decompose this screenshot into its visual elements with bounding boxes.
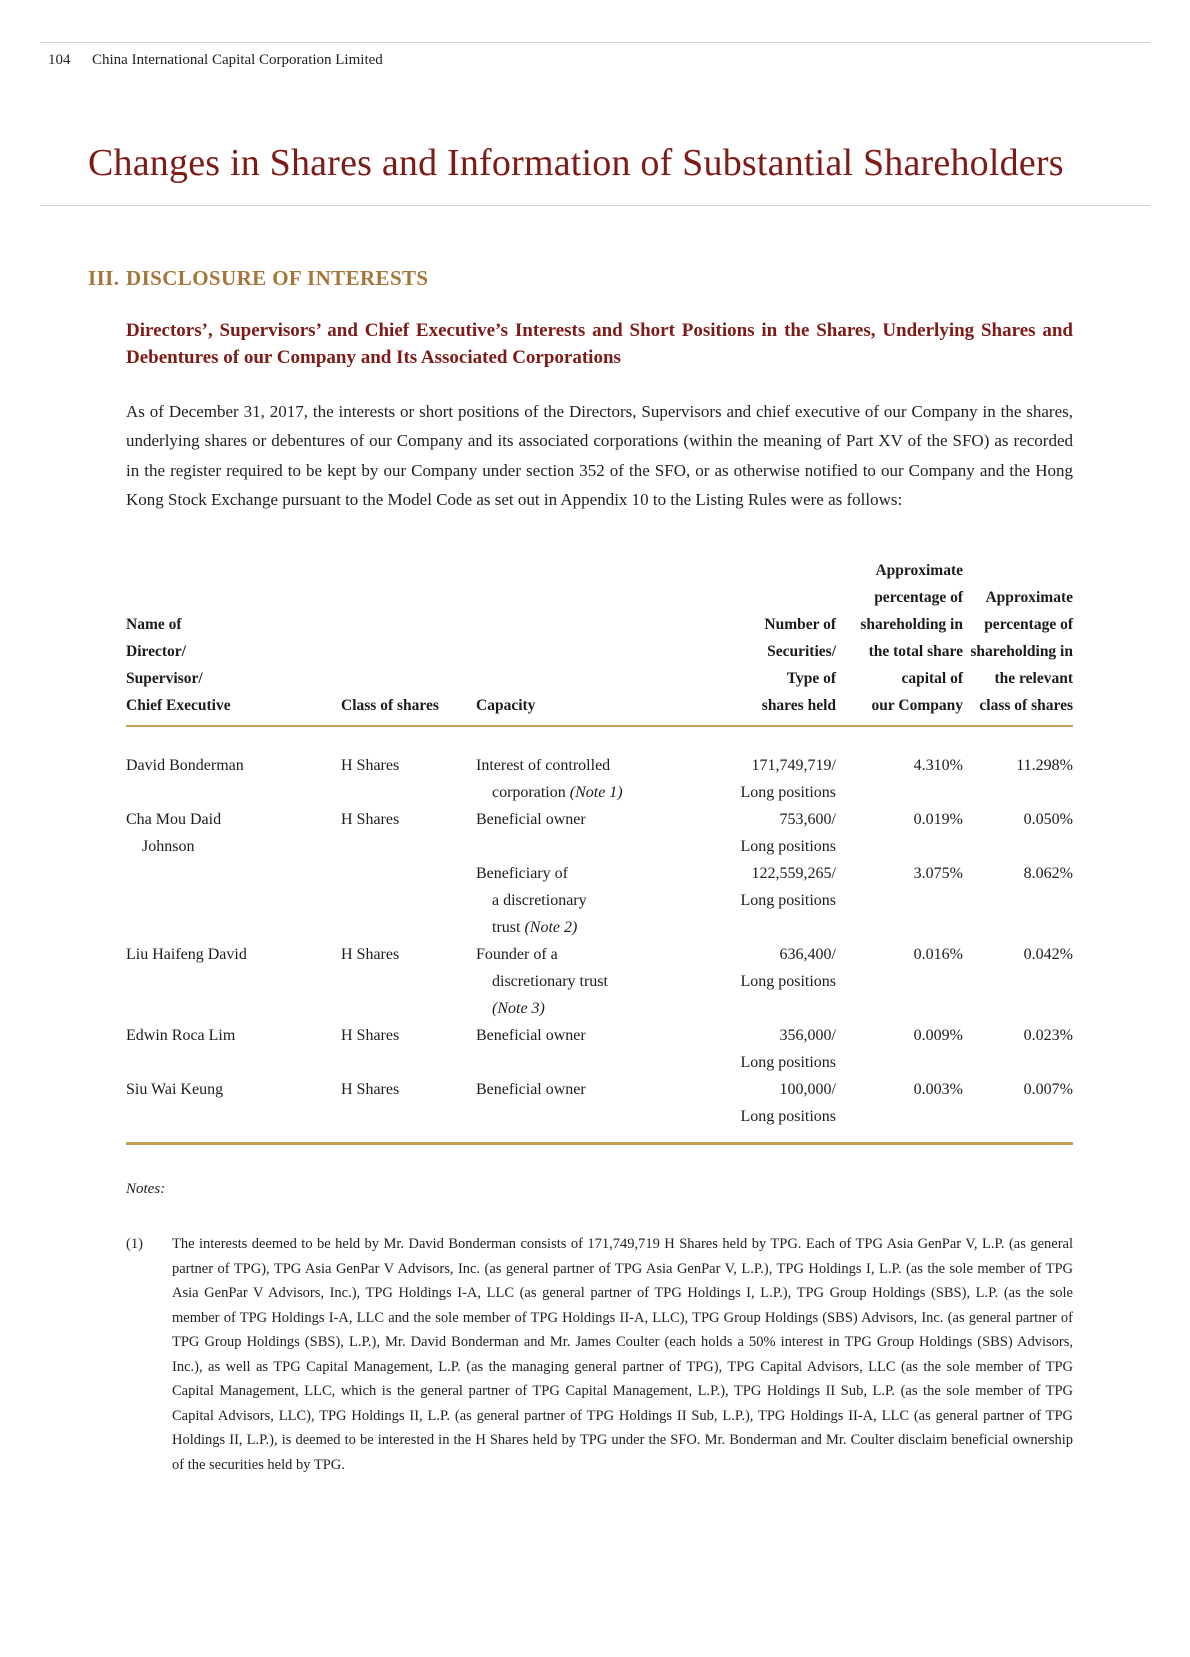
header-line: Approximate bbox=[985, 588, 1073, 606]
empty-cell bbox=[836, 779, 963, 806]
number-cell: 100,000/ bbox=[779, 1080, 836, 1098]
empty-cell bbox=[963, 1049, 1073, 1076]
notes-label: Notes: bbox=[126, 1181, 166, 1198]
top-divider bbox=[40, 42, 1150, 43]
empty-cell bbox=[341, 860, 476, 887]
empty-cell bbox=[963, 779, 1073, 806]
header-line: percentage of bbox=[874, 588, 963, 606]
director-name: David Bonderman bbox=[126, 756, 244, 774]
pct-class-cell: 0.042% bbox=[1023, 945, 1073, 963]
pct-class-cell: 8.062% bbox=[1023, 864, 1073, 882]
header-line: Securities/ bbox=[767, 642, 836, 660]
header-number bbox=[681, 557, 836, 726]
title-divider bbox=[40, 205, 1150, 206]
header-line: shares held bbox=[761, 696, 836, 714]
company-name: China International Capital Corporation Limited bbox=[92, 52, 383, 68]
pct-class-cell: 11.298% bbox=[1016, 756, 1073, 774]
pct-class-cell: 0.023% bbox=[1023, 1026, 1073, 1044]
empty-cell bbox=[476, 833, 681, 860]
empty-cell bbox=[341, 968, 476, 995]
number-cell: Long positions bbox=[740, 891, 836, 909]
empty-cell bbox=[836, 968, 963, 995]
share-class-cell: H Shares bbox=[341, 945, 400, 963]
header-line: Name of bbox=[126, 615, 182, 633]
empty-cell bbox=[836, 995, 963, 1022]
empty-cell bbox=[341, 1103, 476, 1130]
pct-total-cell: 0.003% bbox=[913, 1080, 963, 1098]
note-number: (1) bbox=[126, 1236, 143, 1253]
report-page bbox=[0, 42, 1190, 1657]
header-line: our Company bbox=[871, 696, 963, 714]
empty-cell bbox=[341, 1049, 476, 1076]
share-class-cell: H Shares bbox=[341, 756, 400, 774]
intro-paragraph: As of December 31, 2017, the interests or short positions of the Directors, Supervisors and chief executive of our Company in the shares, underlying shares or debentures of our Company and its associated corporations (within the meaning of Part XV of the SFO) as recorded in the register required to be kept by our Company under section 352 of the SFO, or as otherwise notified to our Company and the Hong Kong Stock Exchange pursuant to the Model Code as set out in Appendix 10 to the Listing Rules were as follows: bbox=[126, 401, 1073, 510]
note-reference: (Note 1) bbox=[569, 783, 623, 801]
empty-cell bbox=[836, 914, 963, 941]
table-row bbox=[126, 914, 1073, 941]
header-line: the relevant bbox=[994, 669, 1073, 687]
header-line: Number of bbox=[764, 615, 836, 633]
number-cell: 356,000/ bbox=[779, 1026, 836, 1044]
table-row bbox=[126, 1103, 1073, 1130]
empty-cell bbox=[963, 833, 1073, 860]
empty-cell bbox=[681, 914, 836, 941]
number-cell: Long positions bbox=[740, 837, 836, 855]
capacity-cell: Beneficial owner bbox=[476, 1026, 586, 1044]
share-class-cell: H Shares bbox=[341, 1026, 400, 1044]
table-row bbox=[126, 779, 1073, 806]
page-title: Changes in Shares and Information of Substantial Shareholders bbox=[88, 142, 1064, 184]
empty-cell bbox=[126, 968, 341, 995]
table-row bbox=[126, 806, 1073, 833]
header-line: Approximate bbox=[875, 561, 963, 579]
empty-cell bbox=[126, 1103, 341, 1130]
pct-total-cell: 0.019% bbox=[913, 810, 963, 828]
table-row bbox=[126, 1022, 1073, 1049]
empty-cell bbox=[963, 1103, 1073, 1130]
table-row bbox=[126, 968, 1073, 995]
share-class-cell: H Shares bbox=[341, 1080, 400, 1098]
header-pct-class bbox=[963, 557, 1073, 726]
header-line: class of shares bbox=[979, 696, 1073, 714]
section-numeral: III. bbox=[88, 265, 120, 290]
table-row bbox=[126, 995, 1073, 1022]
header-pct-total bbox=[836, 557, 963, 726]
director-name: Johnson bbox=[142, 837, 195, 855]
empty-cell bbox=[126, 887, 341, 914]
capacity-text: corporation bbox=[492, 783, 566, 801]
table-row bbox=[126, 860, 1073, 887]
subsection-heading: Directors’, Supervisors’ and Chief Executive’s Interests and Short Positions in the Shares, Underlying Shares and Debentures of our Company and Its Associated Corporations bbox=[126, 319, 1073, 368]
empty-cell bbox=[476, 1103, 681, 1130]
capacity-cell: Beneficial owner bbox=[476, 810, 586, 828]
header-line: Class of shares bbox=[341, 696, 439, 714]
capacity-cell: Interest of controlled bbox=[476, 756, 611, 774]
number-cell: Long positions bbox=[740, 1053, 836, 1071]
capacity-text: trust bbox=[492, 918, 521, 936]
empty-cell bbox=[126, 779, 341, 806]
pct-total-cell: 3.075% bbox=[913, 864, 963, 882]
header-line: Capacity bbox=[476, 696, 536, 714]
empty-cell bbox=[836, 887, 963, 914]
empty-cell bbox=[963, 995, 1073, 1022]
number-cell: 753,600/ bbox=[779, 810, 836, 828]
header-name bbox=[126, 557, 341, 726]
number-cell: Long positions bbox=[740, 972, 836, 990]
number-cell: Long positions bbox=[740, 1107, 836, 1125]
section-body bbox=[126, 317, 1073, 1478]
table-row bbox=[126, 833, 1073, 860]
empty-cell bbox=[341, 887, 476, 914]
section-heading bbox=[88, 266, 1073, 291]
header-line: percentage of bbox=[984, 615, 1073, 633]
empty-cell bbox=[126, 914, 341, 941]
director-name: Edwin Roca Lim bbox=[126, 1026, 236, 1044]
empty-cell bbox=[476, 1049, 681, 1076]
header-line: capital of bbox=[901, 669, 963, 687]
header-line: shareholding in bbox=[860, 615, 963, 633]
empty-cell bbox=[126, 860, 341, 887]
notes-section bbox=[126, 1181, 1073, 1477]
table-row bbox=[126, 1049, 1073, 1076]
pct-class-cell: 0.007% bbox=[1023, 1080, 1073, 1098]
note-reference: (Note 3) bbox=[492, 999, 545, 1017]
note-item bbox=[126, 1232, 1073, 1477]
pct-total-cell: 4.310% bbox=[913, 756, 963, 774]
table-row bbox=[126, 1076, 1073, 1103]
capacity-cell: discretionary trust bbox=[492, 972, 608, 990]
table-spacer bbox=[126, 726, 1073, 752]
capacity-cell: Founder of a bbox=[476, 945, 558, 963]
section-heading-text: DISCLOSURE OF INTERESTS bbox=[126, 265, 429, 290]
capacity-cell: a discretionary bbox=[492, 891, 587, 909]
note-text: The interests deemed to be held by Mr. David Bonderman consists of 171,749,719 H Shares held by TPG. Each of TPG Asia GenPar V, L.P. (as general partner of TPG), TPG Asia GenPar V Advisors, Inc. (as general partner of TPG Asia GenPar V, L.P.), TPG Holdings I, L.P. (as the sole member of TPG Asia GenPar V Advisors, Inc.), TPG Holdings I-A, LLC (as general partner of TPG Holdings I, L.P.), TPG Group Holdings (SBS), L.P. (as the sole member of TPG Holdings I-A, LLC and the sole member of TPG Holdings II-A, LLC), TPG Group Holdings (SBS) Advisors, Inc. (as general partner of TPG Group Holdings (SBS), L.P.), Mr. David Bonderman and Mr. James Coulter (each holds a 50% interest in TPG Group Holdings (SBS) Advisors, Inc.), as well as TPG Capital Management, L.P. (as the managing general partner of TPG), TPG Capital Advisors, LLC (as the sole member of TPG Capital Management, LLC, which is the general partner of TPG Capital Management, L.P.), TPG Holdings II Sub, L.P. (as the sole member of TPG Capital Advisors, LLC), TPG Holdings II, L.P. (as general partner of TPG Holdings II Sub, L.P.), TPG Holdings II-A, LLC (as general partner of TPG Holdings II, L.P.), is deemed to be interested in the H Shares held by TPG under the SFO. Mr. Bonderman and Mr. Coulter disclaim beneficial ownership of the securities held by TPG. bbox=[172, 1236, 1073, 1473]
empty-cell bbox=[341, 833, 476, 860]
empty-cell bbox=[126, 1049, 341, 1076]
number-cell: 171,749,719/ bbox=[751, 756, 836, 774]
director-name: Cha Mou Daid bbox=[126, 810, 222, 828]
header-line: Director/ bbox=[126, 642, 186, 660]
number-cell: 636,400/ bbox=[779, 945, 836, 963]
table-row bbox=[126, 941, 1073, 968]
header-line: the total share bbox=[868, 642, 963, 660]
empty-cell bbox=[341, 779, 476, 806]
empty-cell bbox=[836, 833, 963, 860]
table-header-row bbox=[126, 557, 1073, 726]
capacity-cell bbox=[476, 914, 681, 941]
header-line: Supervisor/ bbox=[126, 669, 203, 687]
interests-table bbox=[126, 557, 1073, 1146]
empty-cell bbox=[341, 914, 476, 941]
running-header bbox=[48, 52, 1150, 69]
director-name: Siu Wai Keung bbox=[126, 1080, 224, 1098]
page-number: 104 bbox=[48, 52, 71, 68]
table-row bbox=[126, 752, 1073, 779]
header-line: Type of bbox=[786, 669, 836, 687]
number-cell: Long positions bbox=[740, 783, 836, 801]
capacity-cell bbox=[476, 995, 681, 1022]
header-line: Chief Executive bbox=[126, 696, 231, 714]
empty-cell bbox=[963, 914, 1073, 941]
table-row bbox=[126, 887, 1073, 914]
empty-cell bbox=[126, 995, 341, 1022]
empty-cell bbox=[341, 995, 476, 1022]
pct-total-cell: 0.016% bbox=[913, 945, 963, 963]
table-spacer bbox=[126, 1130, 1073, 1144]
header-capacity bbox=[476, 557, 681, 726]
capacity-cell bbox=[476, 779, 681, 806]
empty-cell bbox=[836, 1049, 963, 1076]
share-class-cell: H Shares bbox=[341, 810, 400, 828]
capacity-cell: Beneficiary of bbox=[476, 864, 568, 882]
header-line: shareholding in bbox=[970, 642, 1073, 660]
empty-cell bbox=[963, 887, 1073, 914]
pct-total-cell: 0.009% bbox=[913, 1026, 963, 1044]
empty-cell bbox=[836, 1103, 963, 1130]
empty-cell bbox=[963, 968, 1073, 995]
disclosure-section bbox=[88, 266, 1073, 1478]
note-reference: (Note 2) bbox=[524, 918, 578, 936]
header-share-class bbox=[341, 557, 476, 726]
capacity-cell: Beneficial owner bbox=[476, 1080, 586, 1098]
number-cell: 122,559,265/ bbox=[751, 864, 836, 882]
pct-class-cell: 0.050% bbox=[1023, 810, 1073, 828]
director-name: Liu Haifeng David bbox=[126, 945, 247, 963]
empty-cell bbox=[681, 995, 836, 1022]
